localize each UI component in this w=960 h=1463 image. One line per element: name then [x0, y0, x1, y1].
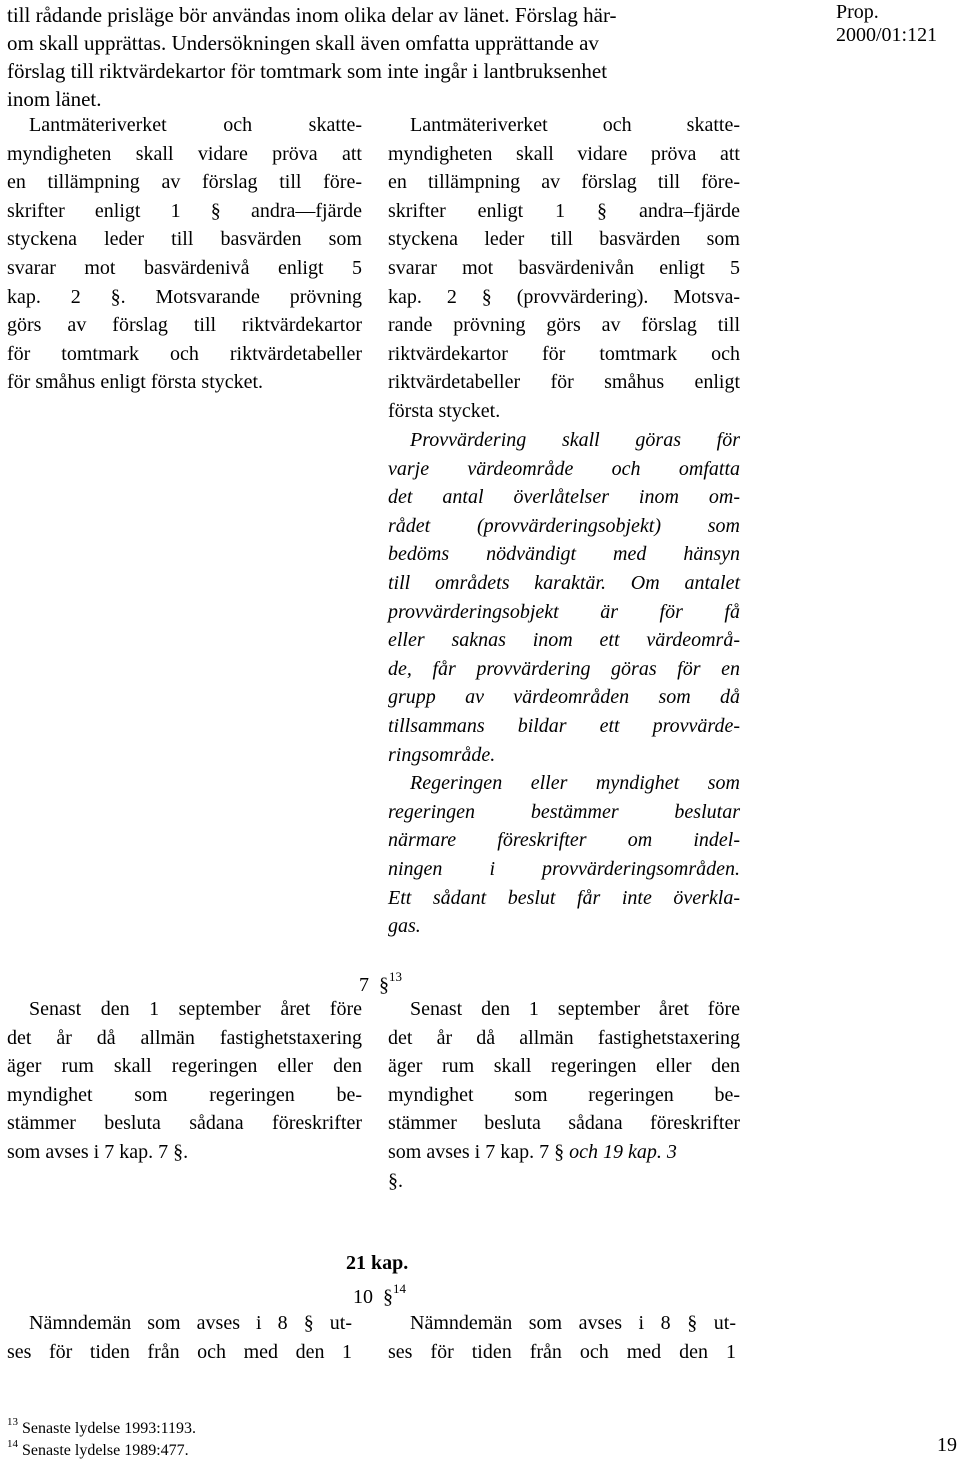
text-line: äger rum skall regeringen eller den [388, 1055, 740, 1078]
text-line: det antal överlåtelser inom om- [388, 486, 740, 509]
current-wording-section-7 [7, 995, 362, 1167]
footnote-text: Senaste lydelse 1989:477. [22, 1442, 189, 1459]
current-wording-section-10 [7, 1309, 352, 1366]
text-line: styckena leder till basvärden som [7, 228, 362, 251]
text-line: svarar mot basvärdenivån enligt 5 [388, 256, 740, 279]
text-line: stämmer besluta sådana föreskrifter [388, 1112, 740, 1135]
text-line: eller saknas inom ett värdeområ- [388, 629, 740, 652]
text-line: Ett sådant beslut får inte överkla- [388, 886, 740, 909]
text-line: Regeringen eller myndighet som [410, 772, 740, 795]
text-line: tillsammans bildar ett provvärde- [388, 714, 740, 737]
text-line: stämmer besluta sådana föreskrifter [7, 1112, 362, 1135]
text-segment: och 19 kap. 3 [569, 1140, 677, 1163]
text-line: en tillämpning av förslag till före- [388, 171, 740, 194]
text-line: myndigheten skall vidare pröva att [388, 142, 740, 165]
chapter-heading: 21 kap. [346, 1252, 409, 1274]
text-line: Lantmäteriverket och skatte- [410, 114, 740, 136]
footnote-marker: 13 [7, 1416, 18, 1428]
text-line: styckena leder till basvärden som [388, 228, 740, 251]
section-sign-icon: § [383, 1286, 393, 1308]
current-wording-paragraph [7, 111, 362, 397]
text-line: skrifter enligt 1 § andra–fjärde [388, 199, 740, 222]
text-line [388, 1138, 740, 1167]
text-line: svarar mot basvärdenivå enligt 5 [7, 256, 362, 279]
section-number: 7 [359, 974, 369, 996]
text-line: för småhus enligt första stycket. [7, 371, 264, 394]
text-line: Lantmäteriverket och skatte- [29, 114, 362, 136]
text-segment: som avses i 7 kap. 7 § [388, 1140, 565, 1163]
text-line: provvärderingsobjekt är för få [388, 600, 740, 623]
text-line: Senast den 1 september året före [29, 998, 362, 1020]
section-sign-icon: § [379, 974, 389, 996]
text-line: första stycket. [388, 399, 501, 422]
text-line: en tillämpning av förslag till före- [7, 171, 362, 194]
intro-line: till rådande prisläge bör användas inom olika delar av länet. Förslag här- [7, 3, 617, 27]
text-line: varje värdeområde och omfatta [388, 457, 740, 480]
text-line: det år då allmän fastighetstaxering [7, 1026, 362, 1049]
intro-line: om skall upprättas. Undersökningen skall även omfatta upprättande av [7, 31, 599, 55]
document-reference: Prop. 2000/01:121 [836, 1, 938, 46]
text-line: §. [388, 1169, 403, 1192]
text-line: de, får provvärdering göras för en [388, 657, 740, 680]
text-line: skrifter enligt 1 § andra—fjärde [7, 199, 362, 222]
footnote-text: Senaste lydelse 1993:1193. [22, 1420, 197, 1437]
text-line: till områdets karaktär. Om antalet [388, 571, 740, 594]
intro-line: förslag till riktvärdekartor för tomtmark som inte ingår i lantbruksenhet [7, 59, 608, 83]
text-line: riktvärdetabeller för småhus enligt [388, 371, 740, 394]
text-line: myndigheten skall vidare pröva att [7, 142, 362, 165]
new-provision-paragraph [388, 426, 740, 941]
text-line: det år då allmän fastighetstaxering [388, 1026, 740, 1049]
text-line: myndighet som regeringen be- [388, 1083, 740, 1106]
footnote-ref: 13 [389, 969, 402, 984]
section-heading-10 [353, 1281, 406, 1309]
text-line: regeringen bestämmer beslutar [388, 800, 740, 823]
footnote-14 [7, 1434, 189, 1461]
intro-line: inom länet. [7, 87, 102, 111]
text-line: äger rum skall regeringen eller den [7, 1055, 362, 1078]
proposed-wording-section-7 [388, 995, 740, 1195]
text-line: kap. 2 § (provvärdering). Motsva- [388, 285, 740, 308]
text-line: som avses i 7 kap. 7 §. [7, 1140, 189, 1163]
text-line: gas. [388, 915, 421, 938]
text-line: ses för tiden från och med den 1 [7, 1340, 352, 1363]
text-line: kap. 2 §. Motsvarande prövning [7, 285, 362, 308]
text-line: riktvärdekartor för tomtmark och [388, 342, 740, 365]
footnote-ref: 14 [393, 1281, 406, 1296]
text-line: Senast den 1 september året före [410, 998, 740, 1020]
text-line: närmare föreskrifter om indel- [388, 829, 740, 852]
text-line: rande prövning görs av förslag till [388, 314, 740, 337]
text-line: för tomtmark och riktvärdetabeller [7, 342, 362, 365]
section-number: 10 [353, 1286, 373, 1308]
text-line: ringsområde. [388, 743, 496, 766]
text-line: Nämndemän som avses i 8 § ut- [410, 1312, 736, 1334]
proposed-wording-paragraph [388, 111, 740, 426]
text-line: Provvärdering skall göras för [410, 429, 740, 451]
text-line: görs av förslag till riktvärdekartor [7, 314, 362, 337]
page-number: 19 [937, 1434, 957, 1456]
text-line: bedöms nödvändigt med hänsyn [388, 543, 740, 566]
text-line: grupp av värdeområden som då [388, 686, 740, 709]
text-line: ses för tiden från och med den 1 [388, 1340, 736, 1363]
text-line: Nämndemän som avses i 8 § ut- [29, 1312, 352, 1334]
text-line: rådet (provvärderingsobjekt) som [388, 514, 740, 537]
text-line: myndighet som regeringen be- [7, 1083, 362, 1106]
section-heading-7 [359, 969, 402, 997]
proposed-wording-section-10 [388, 1309, 736, 1366]
footnote-marker: 14 [7, 1438, 18, 1450]
text-line: ningen i provvärderingsområden. [388, 857, 740, 880]
